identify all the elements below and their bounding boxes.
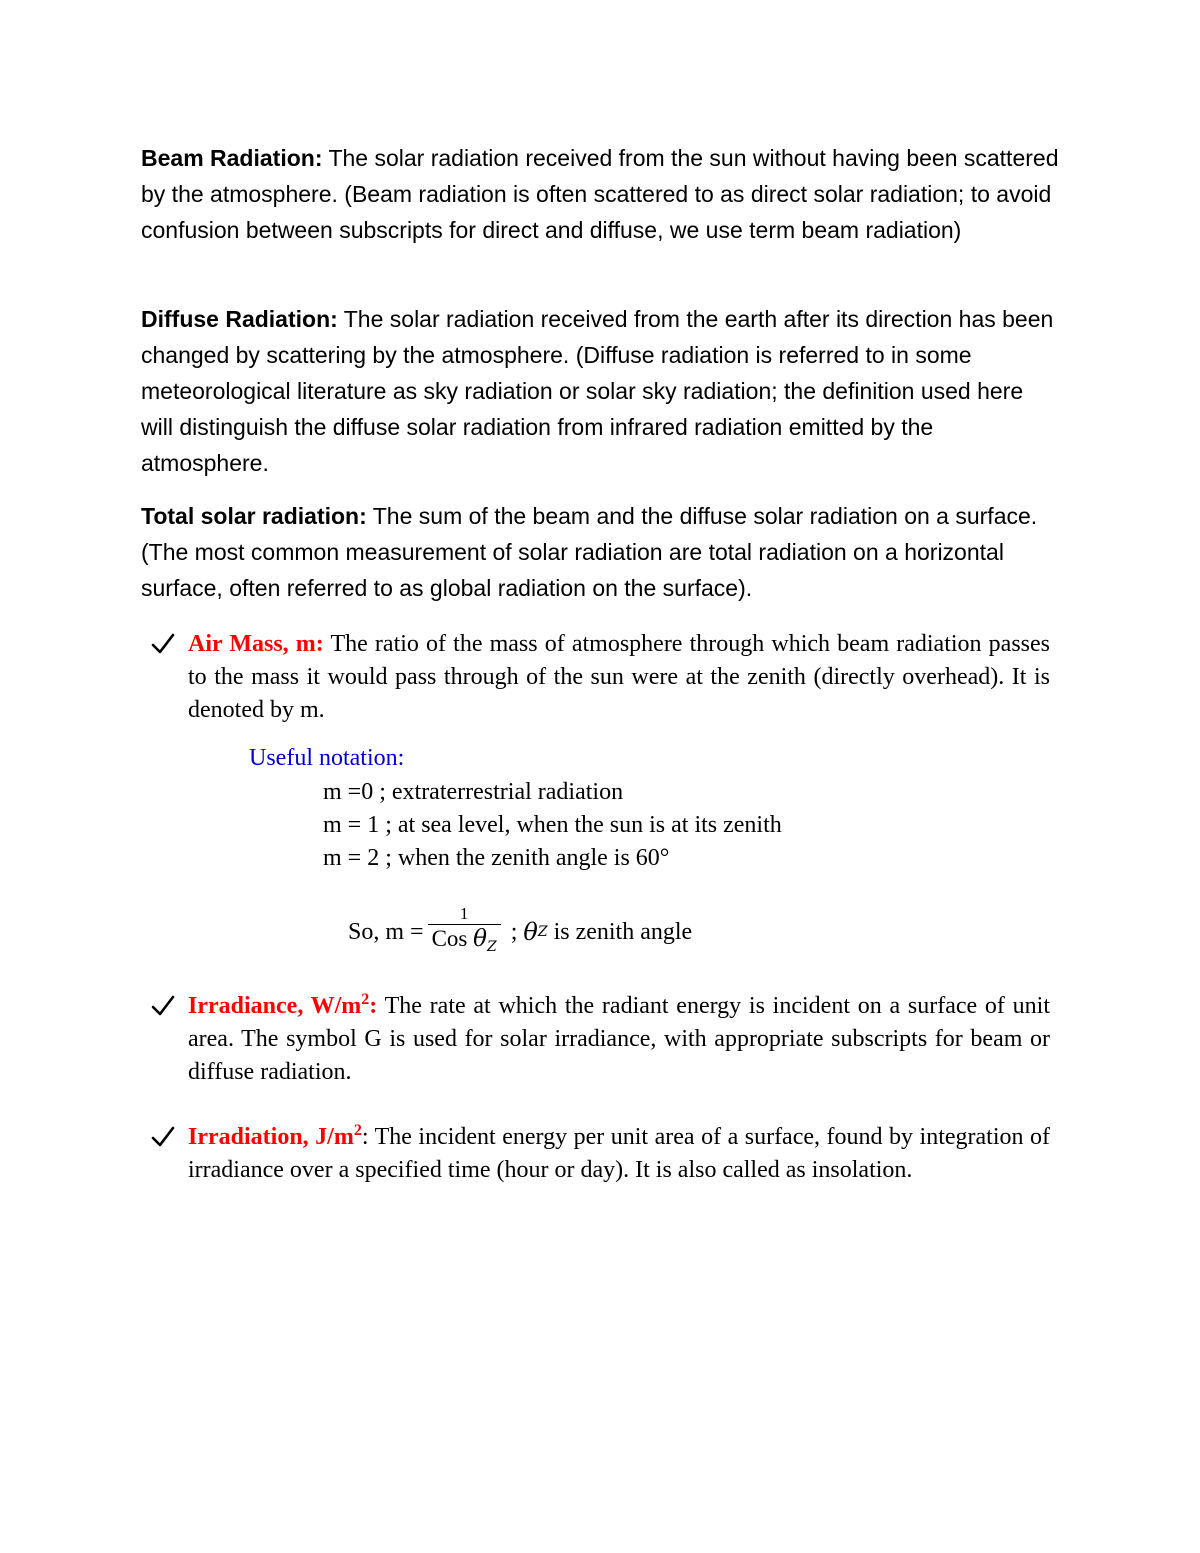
- notation-list: [323, 776, 782, 875]
- irradiation-term-sup: 2: [353, 1122, 362, 1139]
- notation-line: m = 1 ; at sea level, when the sun is at its zenith: [323, 812, 782, 838]
- beam-radiation-text: The solar radiation received from the sun without having been scattered by the atmosphere. (Beam radiation is often scattered to as direct solar radiation; to avoid confusion between subscripts for direct and diffuse, we use term beam radiation): [141, 145, 1059, 243]
- irradiance-item: [188, 990, 1050, 1089]
- irradiance-text: The rate at which the radiant energy is incident on a surface of unit area. The symbol G is used for solar irradiance, with appropriate subscripts for beam or diffuse radiation.: [188, 993, 1050, 1085]
- total-solar-radiation-text: The sum of the beam and the diffuse solar radiation on a surface. (The most common measurement of solar radiation are total radiation on a horizontal surface, often referred to as global radiation on the surface).: [141, 503, 1038, 601]
- irradiation-item: [188, 1121, 1050, 1187]
- formula-theta-label: θ: [523, 918, 538, 946]
- checkmark-icon: [150, 631, 176, 657]
- air-mass-term: Air Mass, m:: [188, 631, 324, 657]
- irradiance-term: [188, 993, 377, 1019]
- useful-notation-heading: Useful notation:: [249, 745, 405, 771]
- checkmark-icon: [150, 1124, 176, 1150]
- irradiation-term: [188, 1124, 362, 1150]
- irradiation-term-text: Irradiation, J/m: [188, 1124, 354, 1150]
- diffuse-radiation-text: The solar radiation received from the earth after its direction has been changed by scattering by the atmosphere. (Diffuse radiation is referred to in some meteorological literature as sky radiation or solar sky radiation; the definition used here will distinguish the diffuse solar radiation from infrared radiation emitted by the atmosphere.: [141, 306, 1054, 476]
- formula-subscript: Z: [486, 938, 497, 955]
- irradiance-term-sup: 2: [361, 991, 370, 1008]
- notation-line: m =0 ; extraterrestrial radiation: [323, 779, 624, 805]
- diffuse-radiation-definition: [141, 301, 1061, 481]
- formula-theta: θ: [473, 925, 487, 952]
- formula-prefix: So, m =: [348, 918, 424, 945]
- beam-radiation-definition: [141, 140, 1061, 248]
- irradiation-term-colon: :: [361, 1124, 369, 1150]
- irradiance-term-colon: :: [369, 993, 378, 1019]
- irradiation-text: The incident energy per unit area of a surface, found by integration of irradiance over a specified time (hour or day). It is also called as insolation.: [188, 1124, 1051, 1183]
- irradiance-term-text: Irradiance, W/m: [188, 993, 362, 1019]
- formula-suffix: is zenith angle: [553, 918, 693, 945]
- formula-numerator: 1: [459, 903, 469, 923]
- total-solar-radiation-term: Total solar radiation:: [141, 503, 367, 529]
- air-mass-formula: [348, 902, 692, 962]
- formula-denominator: [428, 924, 501, 961]
- formula-separator: ;: [510, 918, 518, 945]
- formula-fraction: [428, 904, 501, 961]
- air-mass-text: The ratio of the mass of atmosphere through which beam radiation passes to the mass it would pass through of the sun were at the zenith (directly overhead). It is denoted by m.: [188, 631, 1050, 723]
- formula-subscript-label: Z: [537, 924, 548, 940]
- total-solar-radiation-definition: [141, 498, 1061, 606]
- diffuse-radiation-term: Diffuse Radiation:: [141, 306, 338, 332]
- air-mass-item: [188, 628, 1050, 727]
- beam-radiation-term: Beam Radiation:: [141, 145, 323, 171]
- notation-line: m = 2 ; when the zenith angle is 60°: [323, 845, 670, 871]
- checkmark-icon: [150, 993, 176, 1019]
- formula-cos: Cos: [431, 925, 468, 951]
